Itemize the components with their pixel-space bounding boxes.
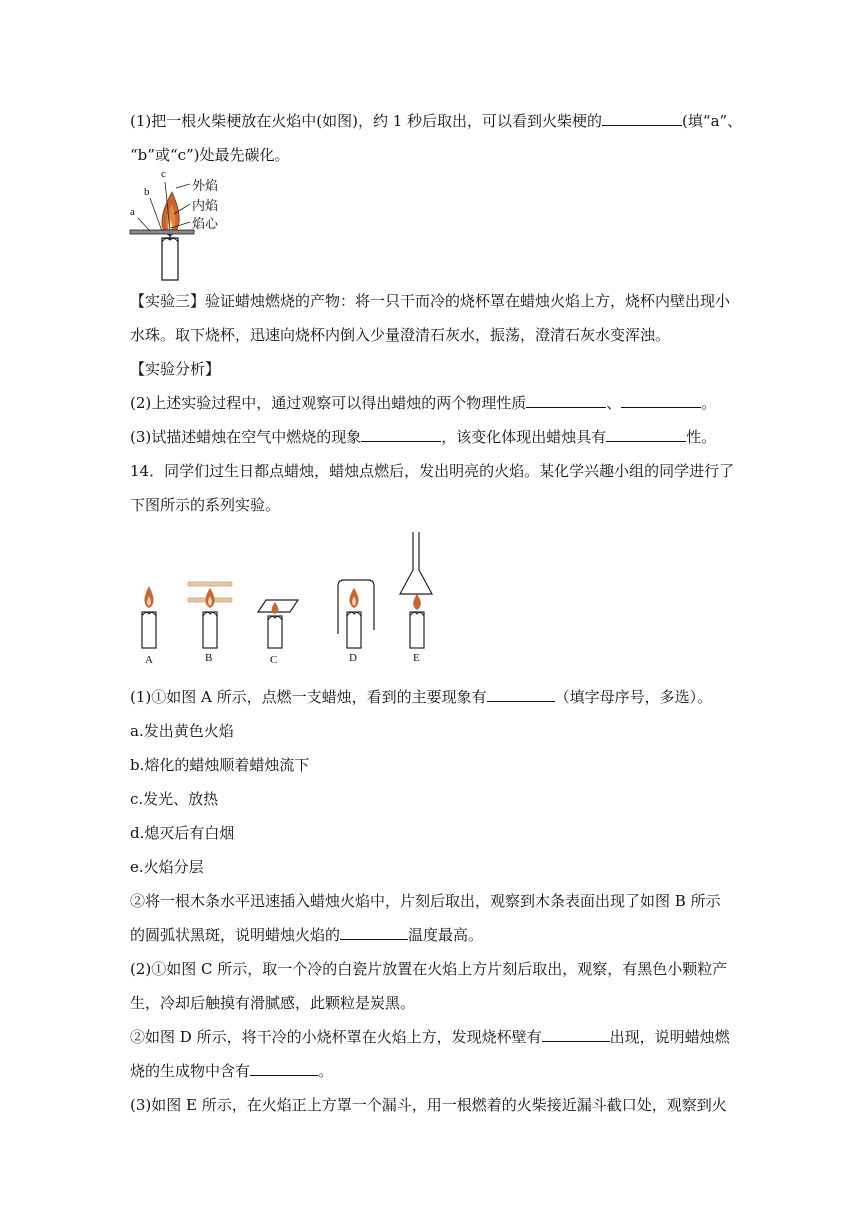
q13-l1-pre: (1)把一根火柴梗放在火焰中(如图)，约 1 秒后取出，可以看到火柴梗的 (130, 112, 603, 130)
q14-part2b-line1 (130, 1027, 730, 1047)
label-c: c (161, 168, 166, 180)
q14-part1b-line2 (130, 925, 483, 945)
p2-l1: ②将一根木条水平迅速插入蜡烛火焰中，片刻后取出，观察到木条表面出现了如图 B 所示 (130, 892, 721, 910)
q13-part3 (130, 427, 716, 447)
exp3-l2: 水珠。取下烧杯，迅速向烧杯内倒入少量澄清石灰水，振荡，澄清石灰水变浑浊。 (130, 326, 671, 344)
answer-blank[interactable] (487, 687, 555, 702)
option-a (130, 721, 234, 741)
label-b: b (144, 186, 150, 198)
label-outer-flame: 外焰 (192, 179, 219, 194)
candle-c (258, 600, 298, 648)
answer-blank[interactable] (250, 1061, 318, 1076)
candle-b (188, 582, 232, 648)
q14-l2: 下图所示的系列实验。 (130, 496, 281, 514)
label-flame-core: 焰心 (192, 217, 219, 232)
q13-l2: “b”或“c”)处最先碳化。 (130, 146, 290, 164)
q13-part2 (130, 393, 716, 413)
fig-label-e: E (413, 652, 420, 664)
option-e (130, 857, 204, 877)
option-d-text: d.熄灭后有白烟 (130, 824, 235, 842)
option-b (130, 755, 309, 775)
p2-l2-post: 温度最高。 (408, 926, 484, 944)
q14-part1b-line1 (130, 891, 721, 911)
option-d (130, 823, 234, 843)
fig-label-d: D (349, 652, 357, 664)
exp3-l1: 【实验三】验证蜡烛燃烧的产物：将一只干而冷的烧杯罩在蜡烛火焰上方，烧杯内壁出现小 (130, 292, 731, 310)
q14-part2-line1 (130, 959, 727, 979)
q14-part2-line2 (130, 993, 415, 1013)
q3-mid: ，该变化体现出蜡烛具有 (441, 428, 607, 446)
q3-post: 性。 (686, 428, 717, 446)
analysis-title-text: 【实验分析】 (130, 360, 221, 378)
exp3-line-2 (130, 325, 670, 345)
analysis-title (130, 359, 220, 379)
option-b-text: b.熔化的蜡烛顺着蜡烛流下 (130, 756, 310, 774)
option-a-text: a.发出黄色火焰 (130, 722, 234, 740)
p4-l1-pre: ②如图 D 所示，将干冷的小烧杯罩在火焰上方，发现烧杯壁有 (130, 1028, 542, 1046)
answer-blank[interactable] (606, 427, 686, 442)
q14-part2b-line2 (130, 1061, 333, 1081)
answer-blank[interactable] (526, 393, 606, 408)
candle-experiments-figure (128, 530, 448, 670)
answer-blank[interactable] (361, 427, 441, 442)
q2-mid: 、 (606, 394, 622, 412)
p3-l2: 生，冷却后触摸有滑腻感，此颗粒是炭黑。 (130, 994, 416, 1012)
q14-line-2 (130, 495, 280, 515)
p3-l1: (2)①如图 C 所示，取一个冷的白瓷片放置在火焰上方片刻后取出，观察，有黑色小颗粒产 (130, 960, 728, 978)
q13-line-2 (130, 145, 290, 165)
q13-l1-post: (填“a”、 (682, 112, 743, 130)
answer-blank[interactable] (621, 393, 701, 408)
candle-a (142, 586, 156, 648)
answer-blank[interactable] (340, 925, 408, 940)
p4-l2-post: 。 (318, 1062, 334, 1080)
fig-label-c: C (270, 654, 278, 666)
q14-part1 (130, 687, 712, 707)
fig-label-a: A (145, 654, 153, 666)
exp3-line-1 (130, 291, 730, 311)
answer-blank[interactable] (542, 1027, 610, 1042)
label-a: a (130, 206, 135, 218)
option-c-text: c.发光、放热 (130, 790, 219, 808)
p4-l2-pre: 烧的生成物中含有 (130, 1062, 251, 1080)
fig-label-b: B (205, 652, 213, 664)
p4-l1-post: 出现，说明蜡烛燃 (609, 1028, 730, 1046)
q2-pre: (2)上述实验过程中，通过观察可以得出蜡烛的两个物理性质 (130, 394, 527, 412)
p5-l1: (3)如图 E 所示，在火焰正上方罩一个漏斗，用一根燃着的火柴接近漏斗截口处，观察到火 (130, 1096, 727, 1114)
q14-part3-line1 (130, 1095, 727, 1115)
candle-e (400, 532, 432, 648)
p1-post: （填字母序号，多选）。 (554, 688, 713, 706)
label-inner-flame: 内焰 (192, 199, 219, 214)
q3-pre: (3)试描述蜡烛在空气中燃烧的现象 (130, 428, 362, 446)
flame-match-figure (128, 170, 228, 282)
p2-l2-pre: 的圆弧状黑斑，说明蜡烛火焰的 (130, 926, 341, 944)
q14-l1: 14．同学们过生日都点蜡烛，蜡烛点燃后，发出明亮的火焰。某化学兴趣小组的同学进行了 (130, 462, 735, 480)
p1-pre: (1)①如图 A 所示，点燃一支蜡烛，看到的主要现象有 (130, 688, 487, 706)
answer-blank[interactable] (602, 111, 682, 126)
option-e-text: e.火焰分层 (130, 858, 204, 876)
candle-d (338, 580, 374, 648)
option-c (130, 789, 218, 809)
q14-line-1 (130, 461, 734, 481)
q2-post: 。 (701, 394, 717, 412)
q13-line-1 (130, 111, 742, 131)
